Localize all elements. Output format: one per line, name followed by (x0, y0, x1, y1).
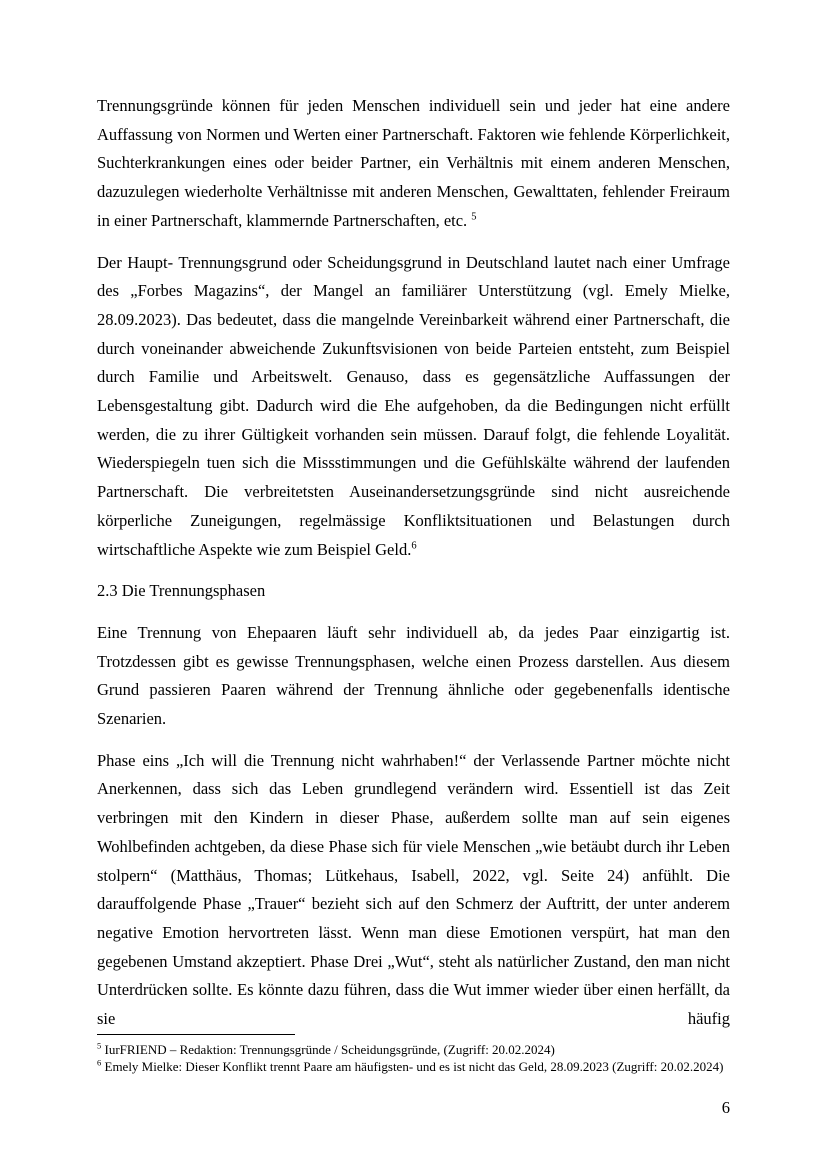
paragraph-text: Eine Trennung von Ehepaaren läuft sehr individuell ab, da jedes Paar einzigartig ist. Trotzdessen gibt es gewisse Trennungsphasen, welche einen Prozess darstellen. Aus diesem Grund passieren Paaren während der Trennung ähnliche oder gegebenenfalls identische Szenarien. (97, 622, 730, 729)
footnote-5-marker: 5 (97, 1040, 102, 1051)
paragraph-separation-reasons (97, 92, 730, 236)
footnote-5-text: IurFRIEND – Redaktion: Trennungsgründe / Scheidungsgründe, (Zugriff: 20.02.2024) (104, 1042, 555, 1057)
footnote-5 (97, 1042, 730, 1059)
paragraph-main-separation-reason (97, 249, 730, 565)
footnote-separator-line (97, 1034, 295, 1035)
paragraph-text: Der Haupt- Trennungsgrund oder Scheidungsgrund in Deutschland lautet nach einer Umfrage des „Forbes Magazins“, der Mangel an familiärer Unterstützung (vgl. Emely Mielke, 28.09.2023). Das bedeutet, dass die mangelnde Vereinbarkeit während einer Partnerschaft, die durch voneinander abweichende Zukunftsvisionen von beide Parteien entsteht, zum Beispiel durch Familie und Arbeitswelt. Genauso, dass es gegensätzliche Auffassungen der Lebensgestaltung gibt. Dadurch wird die Ehe aufgehoben, da die Bedingungen nicht erfüllt werden, die zu ihrer Gültigkeit vorhanden sein müssen. Darauf folgt, die fehlende Loyalität. Wiederspiegeln tuen sich die Missstimmungen und die Gefühlskälte während der laufenden Partnerschaft. Die verbreitetsten Auseinandersetzungsgründe sind nicht ausreichende körperliche Zuneigungen, regelmässige Konfliktsituationen und Belastungen durch wirtschaftliche Aspekte wie zum Beispiel Geld. (97, 252, 730, 559)
footnote-6 (97, 1059, 730, 1076)
footnotes-section (97, 1034, 730, 1075)
document-body (97, 92, 730, 1034)
footnote-ref-5: 5 (471, 211, 477, 223)
page-number: 6 (721, 1098, 730, 1117)
paragraph-text: Phase eins „Ich will die Trennung nicht wahrhaben!“ der Verlassende Partner möchte nicht Anerkennen, dass sich das Leben grundlegend verändern wird. Essentiell ist das Zeit verbringen mit den Kindern in dieser Phase, außerdem sollte man auf sein eigenes Wohlbefinden achtgeben, da diese Phase sich für viele Menschen „wie betäubt durch ihr Leben stolpern“ (Matthäus, Thomas; Lütkehaus, Isabell, 2022, vgl. Seite 24) anfühlt. Die darauffolgende Phase „Trauer“ bezieht sich auf den Schmerz der Auftritt, der unter anderem negative Emotion hervortreten lässt. Wenn man diese Emotionen verspürt, hat man den gegebenen Umstand akzeptiert. Phase Drei „Wut“, steht als natürlicher Zustand, den man nicht Unterdrücken sollte. Es könnte dazu führen, dass die Wut immer wieder über einen herfällt, da sie häufig (97, 750, 730, 1029)
paragraph-text: Trennungsgründe können für jeden Menschen individuell sein und jeder hat eine andere Auffassung von Normen und Werten einer Partnerschaft. Faktoren wie fehlende Körperlichkeit, Suchterkrankungen eines oder beider Partner, ein Verhältnis mit einem anderen Menschen, dazuzulegen wiederholte Verhältnisse mit anderen Menschen, Gewalttaten, fehlender Freiraum in einer Partnerschaft, klammernde Partnerschaften, etc. (97, 96, 730, 230)
footnote-6-marker: 6 (97, 1057, 102, 1068)
paragraph-phase-descriptions (97, 747, 730, 1034)
paragraph-phases-intro (97, 619, 730, 734)
section-heading-trennungsphasen: 2.3 Die Trennungsphasen (97, 581, 266, 601)
footnote-6-text: Emely Mielke: Dieser Konflikt trennt Paare am häufigsten- und es ist nicht das Geld, 28.09.2023 (Zugriff: 20.02.2024) (104, 1058, 724, 1074)
footnote-ref-6: 6 (411, 540, 417, 552)
